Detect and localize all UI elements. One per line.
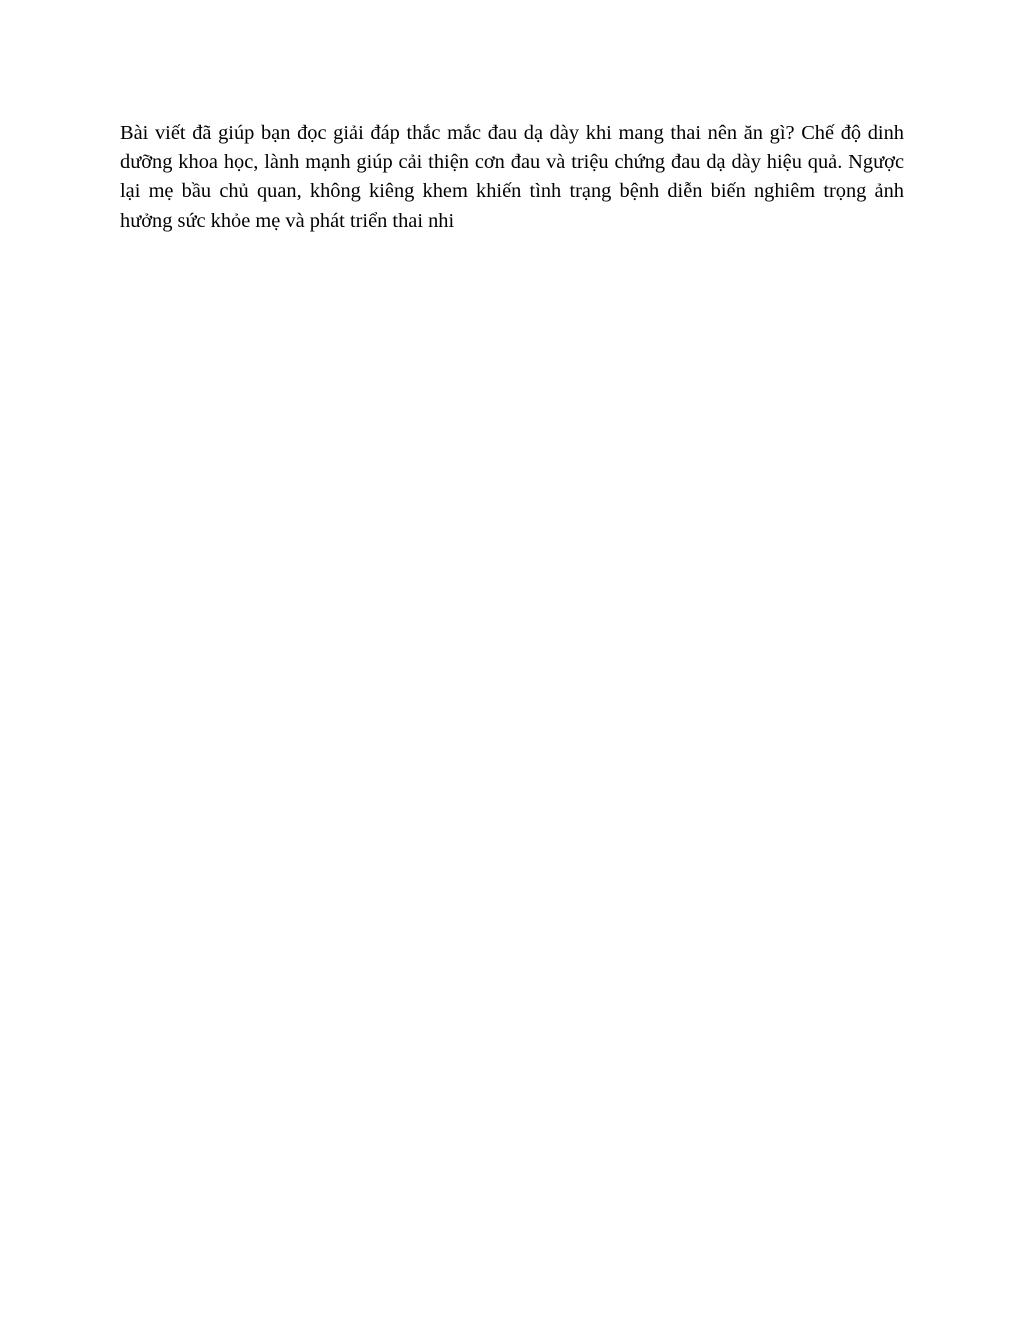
body-text	[120, 119, 904, 236]
paragraph: Bài viết đã giúp bạn đọc giải đáp thắc mắc đau dạ dày khi mang thai nên ăn gì? Chế độ dinh dưỡng khoa học, lành mạnh giúp cải thiện cơn đau và triệu chứng đau dạ dày hiệu quả. Ngược lại mẹ bầu chủ quan, không kiêng khem khiến tình trạng bệnh diễn biến nghiêm trọng ảnh hưởng sức khỏe mẹ và phát triển thai nhi	[120, 122, 904, 232]
